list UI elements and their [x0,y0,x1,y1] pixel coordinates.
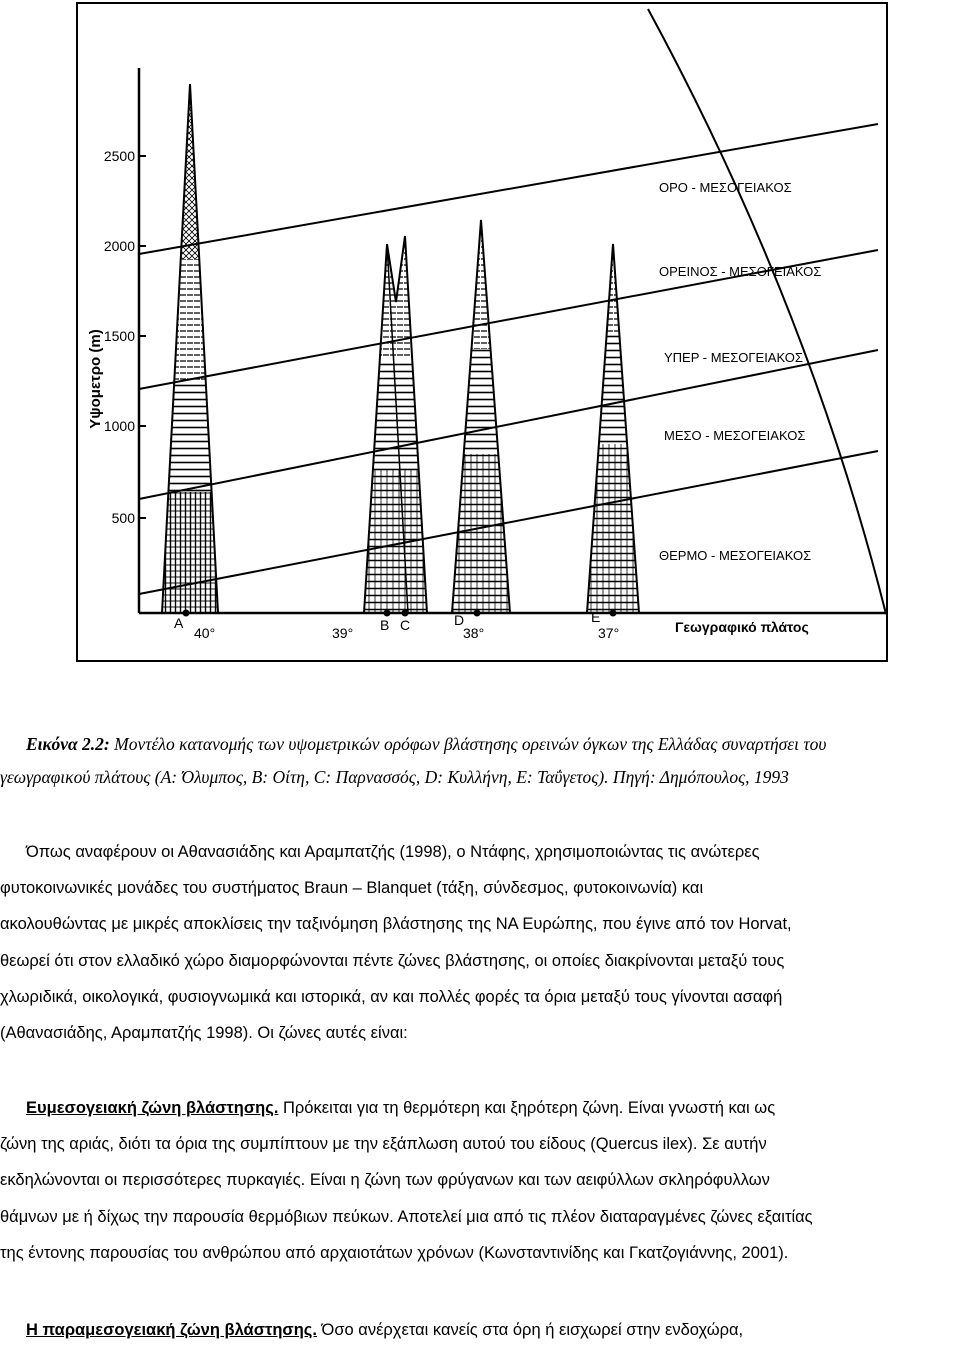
mountain-label-d: D [454,612,465,628]
zone-heading-eumediterranean: Ευμεσογειακή ζώνη βλάστησης. [26,1099,279,1117]
latitude-curve [648,9,886,614]
peak-d [448,204,514,619]
paragraph-line: θεωρεί ότι στον ελλαδικό χώρο διαμορφώνονται πέντε ζώνες βλάστησης, οι οποίες διακρίνονται μεταξύ τους [0,951,785,970]
x-axis-title: Γεωγραφικό πλάτος [675,619,809,635]
y-axis-title: Υψομετρο (m) [87,329,104,429]
paragraph-text: Όσο ανέρχεται κανείς στα όρη ή εισχωρεί στην ενδοχώρα, [316,1321,744,1339]
figure-caption [0,728,955,794]
caption-text: Μοντέλο κατανομής των υψομετρικών ορόφων βλάστησης ορεινών όγκων της Ελλάδας συναρτήσει του [109,734,827,754]
peak-a [158,64,222,617]
paragraph-line: Όπως αναφέρουν οι Αθανασιάδης και Αραμπατζής (1998), ο Ντάφης, χρησιμοποιώντας τις ανώτερες [26,843,760,861]
peak-b-c [358,224,433,619]
paragraph-line: ζώνη της αριάς, διότι τα όρια της συμπίπτουν με την εξάπλωση αυτού του είδους (Quercus ilex). Σε αυτήν [0,1135,767,1154]
zone-label-thermo: ΘΕΡΜΟ - ΜΕΣΟΓΕΙΑΚΟΣ [659,548,812,563]
peak-e [583,229,643,619]
zone-heading-paramediterranean: Η παραμεσογειακή ζώνη βλάστησης. [26,1321,317,1339]
y-tick-label: 500 [111,510,135,526]
paragraph-line: θάμνων με ή δίχως την παρουσία θερμόβιων πεύκων. Αποτελεί μια από τις πλέον διαταραγμένες ζώνες εξαιτίας [0,1207,813,1226]
mountain-label-a: A [174,615,184,631]
zone-label-oro: ΟΡΟ - ΜΕΣΟΓΕΙΑΚΟΣ [659,180,792,195]
zone-label-oreinos: ΟΡΕΙΝΟΣ - ΜΕΣΟΓΕΙΑΚΟΣ [659,264,822,279]
caption-line [0,728,955,761]
paragraph-line: της έντονης παρουσίας του ανθρώπου από αρχαιοτάτων χρόνων (Κωνσταντινίδης και Γκατζογιάννης, 2001). [0,1243,789,1262]
figure-vegetation-zones [76,2,888,662]
latitude-label: 37° [598,625,620,641]
caption-line: γεωγραφικού πλάτους (Α: Όλυμπος, Β: Οίτη, C: Παρνασσός, D: Κυλλήνη, Ε: Ταΰγετος). Πηγή: Δημόπουλος, 1993 [0,767,789,787]
paragraph-line [0,1090,960,1126]
y-tick-label: 2000 [103,238,135,254]
caption-label: Εικόνα 2.2: [26,734,110,754]
latitude-label: 40° [194,625,216,641]
paragraph-line: φυτοκοινωνικές μονάδες του συστήματος Braun – Blanquet (τάξη, σύνδεσμος, φυτοκοινωνία) και [0,879,704,898]
zone-label-meso: ΜΕΣΟ - ΜΕΣΟΓΕΙΑΚΟΣ [664,428,806,443]
y-tick-label: 2500 [103,148,135,164]
mountain-label-e: E [591,609,601,625]
mountain-label-c: C [400,617,411,633]
paragraph-line: ακολουθώντας με μικρές αποκλίσεις την ταξινόμηση βλάστησης της ΝΑ Ευρώπης, που έγινε από τον Horvat, [0,915,792,934]
paragraph-eumediterranean [0,1090,960,1271]
y-tick-label: 1500 [103,328,135,344]
paragraph-text: Πρόκειται για τη θερμότερη και ξηρότερη ζώνη. Είναι γνωστή και ως [278,1099,776,1117]
paragraph-line: χλωριδικά, οικολογικά, φυσιογνωμικά και ιστορικά, αν και πολλές φορές τα όρια μεταξύ τους γίνονται ασαφή [0,987,783,1006]
latitude-label: 38° [463,625,485,641]
paragraph-line [0,1315,960,1345]
paragraph-line: εκδηλώνονται οι περισσότερες πυρκαγιές. Είναι η ζώνη των φρύγανων και των αειφύλλων σκληρόφυλλων [0,1171,770,1190]
y-tick-label: 1000 [103,418,135,434]
paragraph-line: (Αθανασιάδης, Αραμπατζής 1998). Οι ζώνες αυτές είναι: [0,1024,408,1043]
paragraph-intro [0,834,960,1051]
paragraph-paramediterranean [0,1315,960,1345]
vegetation-zone-diagram [78,4,886,660]
latitude-label: 39° [332,625,354,641]
zone-label-yper: ΥΠΕΡ - ΜΕΣΟΓΕΙΑΚΟΣ [664,350,803,365]
mountain-label-b: B [380,617,390,633]
